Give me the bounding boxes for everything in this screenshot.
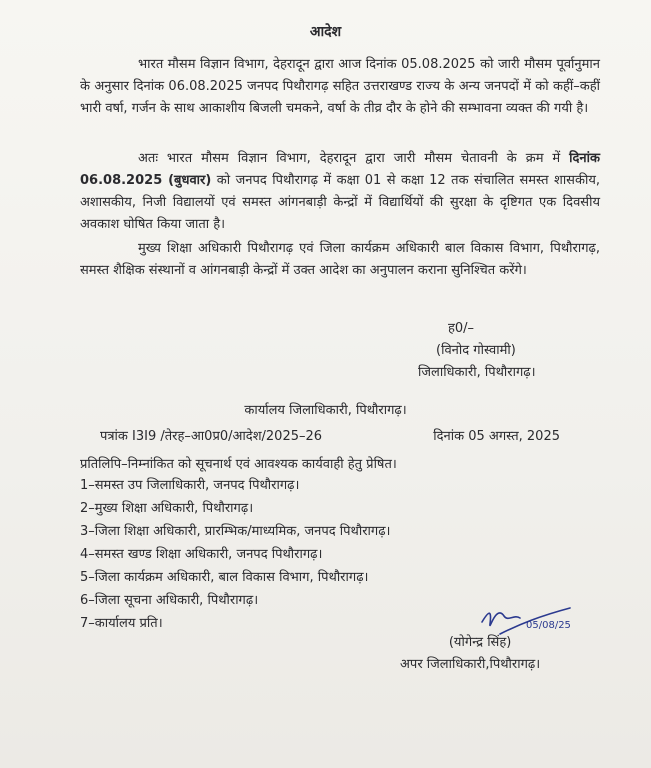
list-item: 1–समस्त उप जिलाधिकारी, जनपद पिथौरागढ़। [80, 478, 300, 493]
list-item: 4–समस्त खण्ड शिक्षा अधिकारी, जनपद पिथौरागढ़। [80, 547, 323, 562]
paragraph-holiday [80, 148, 600, 236]
office-name: कार्यालय जिलाधिकारी, पिथौरागढ़। [244, 403, 407, 418]
signatory-name: (योगेन्द्र सिंह) [448, 635, 512, 650]
list-item: 3–जिला शिक्षा अधिकारी, प्रारम्भिक/माध्यमिक, जनपद पिथौरागढ़। [80, 524, 391, 539]
document-title: आदेश [309, 24, 342, 40]
copy-list [80, 474, 390, 635]
list-item: 6–जिला सूचना अधिकारी, पिथौरागढ़। [80, 593, 259, 608]
list-item: 7–कार्यालय प्रति। [80, 616, 163, 631]
reference-line [100, 426, 560, 444]
signatory-designation: जिलाधिकारी, पिथौरागढ़। [418, 365, 536, 380]
paragraph-forecast: भारत मौसम विज्ञान विभाग, देहरादून द्वारा आज दिनांक 05.08.2025 को जारी मौसम पूर्वानुमान के अनुसार दिनांक 06.08.2025 जनपद पिथौरागढ़ सहित उत्तराखण्ड राज्य के अन्य जनपदों में को कहीं–कहीं भारी वर्षा, गर्जन के साथ आकाशीय बिजली चमकने, वर्षा के तीव्र दौर के होने की सम्भावना व्यक्त की गयी है। [80, 57, 600, 116]
copy-heading: प्रतिलिपि–निम्नांकित को सूचनार्थ एवं आवश्यक कार्यवाही हेतु प्रेषित। [80, 457, 397, 472]
signed-mark: ह0/– [448, 321, 475, 336]
list-item: 2–मुख्य शिक्षा अधिकारी, पिथौरागढ़। [80, 501, 254, 516]
paragraph-holiday-end: को जनपद पिथौरागढ़ में कक्षा 01 से कक्षा 12 तक संचालित समस्त शासकीय, अशासकीय, निजी विद्यालयों एवं समस्त आंगनबाड़ी केन्द्रों में विद्यार्थियों की सुरक्षा के दृष्टिगत एक दिवसीय अवकाश घोषित किया जाता है। [80, 173, 600, 232]
letter-date: दिनांक 05 अगस्त, 2025 [433, 429, 560, 444]
paragraph-holiday-start: अतः भारत मौसम विज्ञान विभाग, देहरादून द्वारा जारी मौसम चेतावनी के क्रम में [138, 151, 570, 166]
signatory-designation: अपर जिलाधिकारी,पिथौरागढ़। [400, 657, 541, 672]
letter-number: पत्रांक I3I9 /तेरह–आ0प्र0/आदेश/2025–26 [100, 429, 323, 444]
holiday-date-bold: दिनांक 06.08.2025 (बुधवार) [80, 151, 600, 188]
signature-block-adm [400, 632, 541, 676]
signatory-name: (विनोद गोस्वामी) [436, 343, 516, 358]
paragraph-compliance: मुख्य शिक्षा अधिकारी पिथौरागढ़ एवं जिला कार्यक्रम अधिकारी बाल विकास विभाग, पिथौरागढ़, समस्त शैक्षिक संस्थानों व आंगनबाड़ी केन्द्रों में उक्त आदेश का अनुपालन कराना सुनिश्चित करेंगे। [80, 241, 600, 278]
handwritten-date: 05/08/25 [526, 620, 571, 631]
signature-block-dm [418, 318, 536, 384]
list-item: 5–जिला कार्यक्रम अधिकारी, बाल विकास विभाग, पिथौरागढ़। [80, 570, 369, 585]
